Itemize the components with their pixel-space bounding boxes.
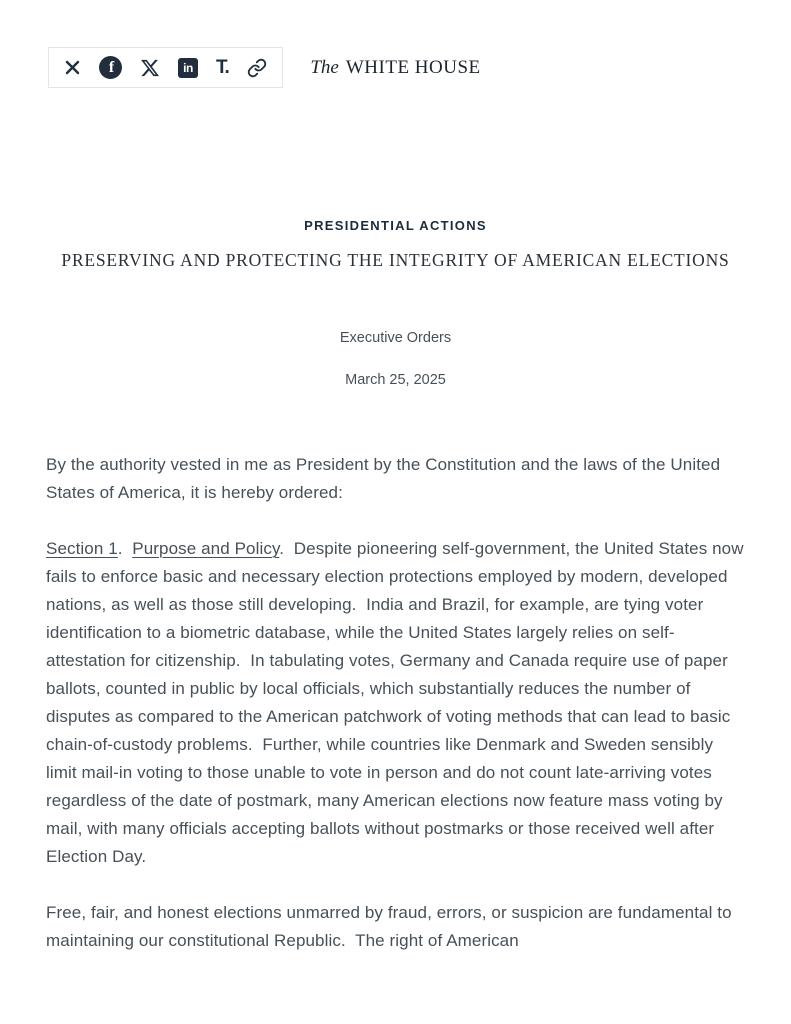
truth-social-icon: T. [216, 57, 229, 78]
section-1-label-suffix: . [117, 539, 133, 558]
page-title: PRESERVING AND PROTECTING THE INTEGRITY OF AMERICAN ELECTIONS [61, 250, 730, 270]
section-1-label: Section 1 [46, 539, 118, 558]
site-logo-title: WHITE HOUSE [345, 57, 481, 78]
paragraph-intro: By the authority vested in me as President by the Constitution and the laws of the United States of America, it is hereby ordered: [46, 455, 725, 502]
category-executive-orders[interactable]: Executive Orders [339, 330, 452, 346]
section-1-subtitle-suffix: . [279, 539, 294, 558]
article-body [46, 451, 747, 983]
paragraph-closing: Free, fair, and honest elections unmarred by fraud, errors, or suspicion are fundamental to maintaining our constitutional Republic. The right of American [46, 903, 737, 950]
site-logo[interactable] [0, 57, 791, 79]
paragraph-section-1 [46, 535, 747, 871]
facebook-glyph: f [108, 58, 115, 76]
site-logo-the: The [310, 57, 339, 78]
section-1-text: Despite pioneering self-government, the United States now fails to enforce basic and necessary election protections employed by modern, developed nations, as well as those still developing. India and Brazil, for example, are tying voter identification to a biometric database, while the United States largely relies on self-attestation for citizenship. In tabulating votes, Germany and Canada require use of paper ballots, counted in public by local officials, which substantially reduces the number of disputes as compared to the American patchwork of voting methods that can lead to basic chain-of-custody problems. Further, while countries like Denmark and Sweden sensibly limit mail-in voting to those unable to vote in person and do not count late-arriving votes regardless of the date of postmark, many American elections now feature mass voting by mail, with many officials accepting ballots without postmarks or those received well after Election Day. [46, 539, 749, 866]
section-1-subtitle: Purpose and Policy [132, 539, 280, 558]
publish-date: March 25, 2025 [345, 372, 446, 388]
linkedin-glyph: in [183, 60, 193, 75]
breadcrumb-presidential-actions[interactable]: PRESIDENTIAL ACTIONS [304, 218, 487, 233]
